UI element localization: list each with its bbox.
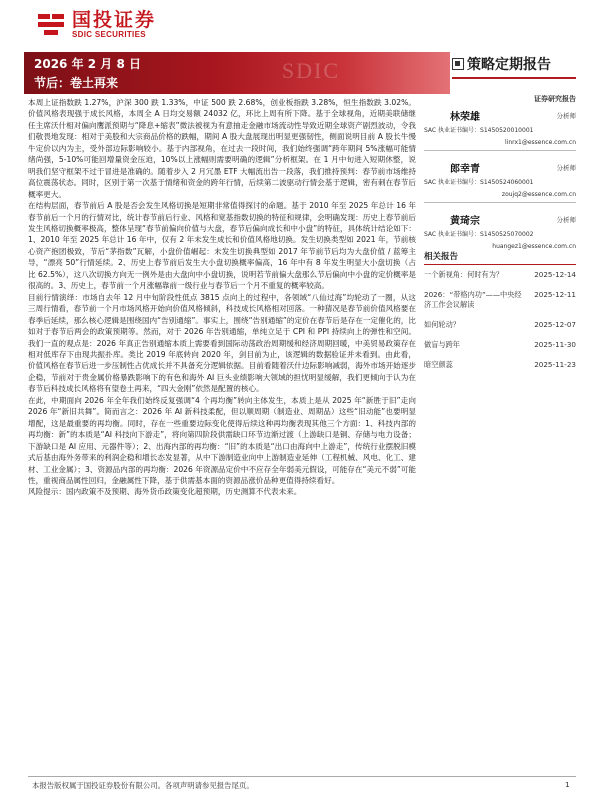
title-banner bbox=[24, 52, 450, 94]
analyst-sidebar bbox=[424, 94, 576, 264]
analyst-sac: SAC 执业证书编号：S1450524060001 bbox=[424, 179, 534, 186]
related-report-title[interactable]: 如何轮动？ bbox=[424, 320, 460, 329]
report-title: 节后：卷土再来 bbox=[34, 76, 119, 90]
divider bbox=[424, 202, 576, 203]
related-reports-title: 相关报告 bbox=[424, 252, 459, 262]
paragraph: 目前行情演绎：市场自去年 12 月中旬阶段性低点 3815 点向上的过程中，各领域“八仙过海”均轮动了一圈，从这三周行情看，春节前一个月市场风格开始向价值风格倾斜，科技成长风格相对回落。一种猜况是春节前价值风格要在春季后延续，那么核心逻辑是围绕国内“告别通缩”。事实上，围绕“告别通缩”的定价在春节后是存在一定催化的，比如对于春节后两会的政策预期等。然而，对于 2026 年告别通缩，单纯立足于 CPI 和 PPI 持续向上的弹性和空间。我们一直的观点是：2026 年真正告别通缩本质上需要看到国际动荡政治周期缓和经济周期回暖，中美贸易政策存在相对低库存下由现共振扑库。类比 2019 年底转向 2020 年，剑目前为止，该逻辑的数据验证并未看到。由此看，价值风格在春节后进一步压制性占优成长并不具备充分逻辑依据。目前看随着沃什边际影响减弱，海外市场开始逐步企稳，节前对于贵金属价格暴跌影响下的有色和海外 AI 巨头业绩影响大领域的担忧明显缓解，我们更倾向于认为在春节后科技成长风格将有望卷土再来，“四大金刚”依然是配置的核心。 bbox=[28, 292, 416, 394]
footer-divider bbox=[28, 776, 576, 777]
page-number: 1 bbox=[565, 780, 570, 789]
banner-decoration: SDIC bbox=[281, 58, 340, 83]
research-report-label: 证券研究报告 bbox=[534, 95, 576, 103]
logo-mark-icon bbox=[38, 14, 66, 36]
related-report-title[interactable]: 暗空颜蕊 bbox=[424, 360, 453, 369]
paragraph: 在此，中期面向 2026 年全年我们始终反复强调“4 个再均衡”转向主体发生，本质上是从 2025 年“新胜于旧”走向 2026 年“新旧共舞”。简而言之：2026 年 AI 新科技柔配，但以顺周期（制造业、周期品）这些“旧动能”也要明显增配，这是最重要的再均衡。同时，存在一些重要边际变化使得后续这种再均衡表现其他三个方面：1、科技内部的再均衡：新”的本质是“AI 科技向下游走”，将向第四阶段供需缺口环节边渐过渡（上游缺口是铜、存储与电力设备；下游缺口是 AI 应用、元器件等）；2、出海内部的再均衡：“旧”的本质是“出口由海向中上游走”，传统行业摆脱旧模式后基由海外务带来的利润企稳和增长态发显著，从中下游制造业向中上游制造业延伸（工程机械、风电、化工、建材、工业金属）；3、资源品内部的再均衡：2026 年资源品定价中不应存全年弱美元假设，可能存在“美元不弱”可能性，重视商品属性回归，金融属性下降，基于供需基本面的资源品涨价品种更值得持续看好。 bbox=[28, 395, 416, 485]
analyst-card bbox=[424, 108, 576, 160]
report-type-label: 策略定期报告 bbox=[467, 57, 551, 73]
related-report-date: 2025-12-14 bbox=[534, 270, 576, 279]
divider bbox=[424, 150, 576, 151]
report-date: 2026 年 2 月 8 日 bbox=[34, 57, 141, 71]
analyst-email[interactable]: zoujq2@essence.com.cn bbox=[501, 191, 576, 198]
report-type bbox=[452, 54, 551, 74]
logo-name-en: SDIC SECURITIES bbox=[72, 30, 146, 39]
analyst-email[interactable]: huangez1@essence.com.cn bbox=[492, 243, 576, 250]
paragraph: 本周上证指数跌 1.27%，沪深 300 跌 1.33%，中证 500 跌 2.68%，创业板指跌 3.28%，恒生指数跌 3.02%。价值风格表现强于成长风格，本周全 A 日均交易额 24032 亿，环比上周有所下降。基于全球视角，近期美联储继任主席沃什相对偏向鹰派预期与“降息+缩表”微法被视为有意抽走金融市场流动性导致近期全球资产剧烈波动，令我们敬畏地发现：相对于美股和大宗商品价格的跌幅，期间 A 股大盘展现出明显更强韧性，侧面说明目前 A 股长牛慢牛定价以内为主，受外部边际影响较小。基于内部视角，在过去一段时间，我们始终强调“跨年期间 5%涨幅可能情绪尚强，5-10%可能回增量资金压迫，10%以上涨幅则需要明确的逻辑”分析框架。在 1 月中旬进入短期休整，说明我们坚守框架不过于冒进是准确的。随着步入 2 月冗墨 ETF 大幅流出告一段落，我们推持预判：春节前市场维持高位震荡状态。同时，区别于第一次基于情绪和资金的跨年行情，后续第二波驱动行情会基于逻辑，密有刺在春节后概率更大。 bbox=[28, 98, 416, 199]
paragraph: 风险提示：国内政策不及预期、海外货币政策变化超预期，历史测算不代表未来。 bbox=[28, 487, 302, 497]
report-body bbox=[28, 97, 416, 498]
related-report-item[interactable] bbox=[424, 290, 576, 320]
header-divider bbox=[452, 77, 576, 79]
related-report-title[interactable]: 2026：“带格内功”——中央经济工作会议解读 bbox=[424, 290, 522, 309]
analyst-name: 林荣雄 bbox=[450, 112, 480, 123]
related-report-date: 2025-12-11 bbox=[534, 290, 576, 299]
related-report-item[interactable] bbox=[424, 340, 576, 360]
footer-disclaimer: 本报告版权属于国投证券股份有限公司。各项声明请参见报告尾页。 bbox=[32, 781, 254, 790]
analyst-email[interactable]: linrx1@essence.com.cn bbox=[505, 139, 576, 146]
analyst-name: 郎幸青 bbox=[450, 164, 480, 175]
related-report-date: 2025-11-23 bbox=[534, 360, 576, 369]
logo-name-cn: 国投证券 bbox=[72, 9, 157, 31]
related-report-item[interactable] bbox=[424, 360, 576, 380]
analyst-name: 黄琦宗 bbox=[450, 216, 480, 227]
related-reports-list bbox=[424, 270, 576, 380]
company-logo bbox=[38, 10, 156, 39]
analyst-role: 分析师 bbox=[556, 216, 576, 224]
related-report-item[interactable] bbox=[424, 320, 576, 340]
analyst-role: 分析师 bbox=[556, 112, 576, 120]
analyst-sac: SAC 执业证书编号：S1450520010001 bbox=[424, 127, 534, 134]
analyst-role: 分析师 bbox=[556, 164, 576, 172]
related-report-date: 2025-12-07 bbox=[534, 320, 576, 329]
related-report-title[interactable]: 一个新视角：何时有为？ bbox=[424, 270, 504, 279]
analyst-sac: SAC 执业证书编号：S1450525070002 bbox=[424, 231, 534, 238]
paragraph: 在结构层面，春节前后 A 股是否会发生风格切换是短期非常值得探讨的命题。基于 2010 年至 2025 年总计 16 年春节前后一个月的行情对比，统计春节前后行业、风格和宽基指数切换的特征和规律，会明确发现：历史上春节前后发生风格切换概率极高，整体呈现“春节前偏向价值与大盘，春节后偏向成长和中小盘”的特征，具体统计结论如下：1、2010 年至 2025 年总计 16 年中，仅有 2 年未发生成长和价值风格地切换。发生切换类型如 2021 年，节前核心资产抱团极致，节后“茅指数”瓦解，小盘价值崛起：未发生切换典型如 2017 年节前节后均为大盘价值 / 蓝筹主导，“漂亮 50”行情延续。2、历史上春节前后发生大小盘切换概率偏高，16 年中有 8 年发生明显大小盘切换（占比 62.5%），这八次切换方向无一例外是由大盘向中小盘切换，说明若节前偏大盘那么节后偏向中小盘的定价概率是很高的。3、历史上，春节前一个月涨幅靠前一级行业与春节后一个月不重复的概率较高。 bbox=[28, 201, 416, 291]
related-report-date: 2025-11-30 bbox=[534, 340, 576, 349]
related-divider bbox=[424, 264, 576, 265]
analyst-card bbox=[424, 160, 576, 212]
related-report-title[interactable]: 做盲与跨年 bbox=[424, 340, 460, 349]
related-report-item[interactable] bbox=[424, 270, 576, 290]
report-type-icon bbox=[452, 58, 464, 70]
